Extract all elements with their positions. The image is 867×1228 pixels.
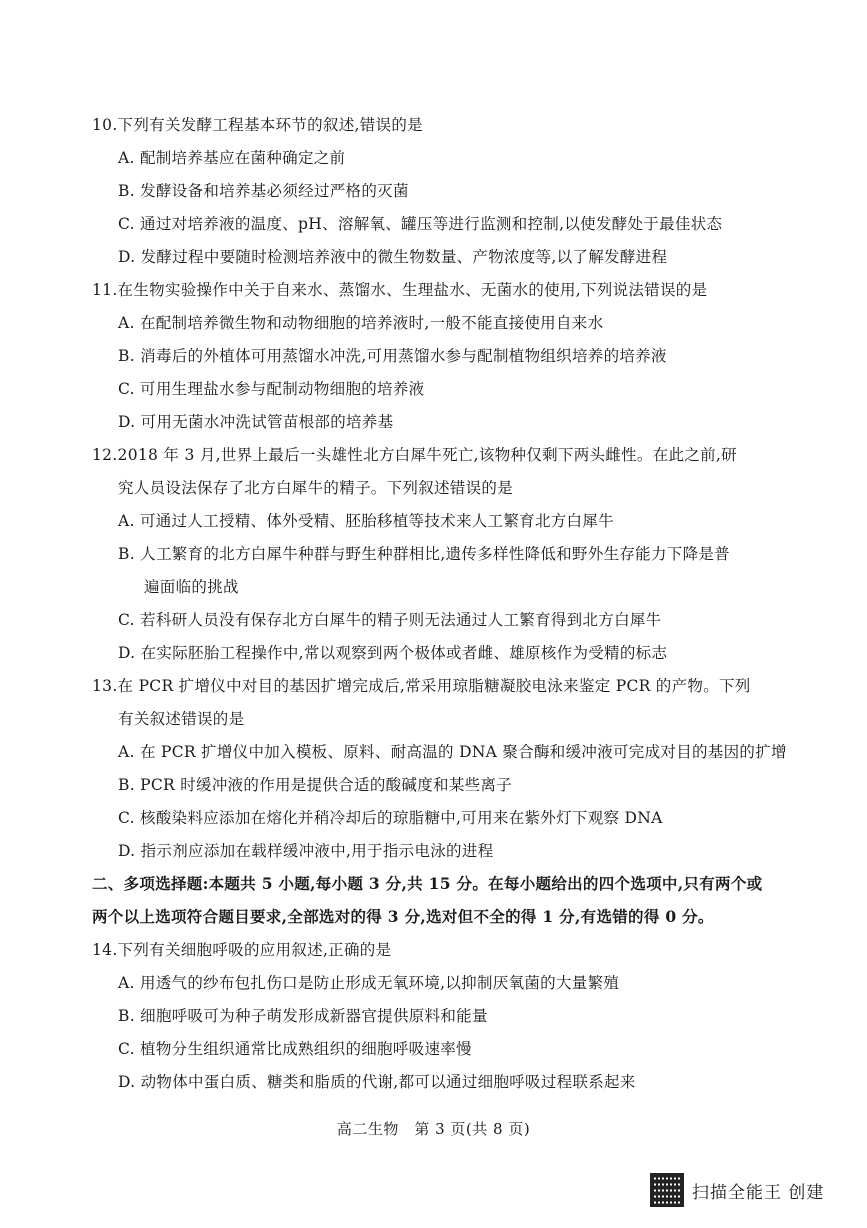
section-2-instructions-continued: 两个以上选项符合题目要求,全部选对的得 3 分,选对但不全的得 1 分,有选错的得 0 分。 (92, 907, 714, 926)
scanner-watermark (650, 1170, 860, 1210)
question-14-option-a: A. 用透气的纱布包扎伤口是防止形成无氧环境,以抑制厌氧菌的大量繁殖 (118, 974, 620, 992)
question-14-option-c: C. 植物分生组织通常比成熟组织的细胞呼吸速率慢 (118, 1040, 472, 1058)
question-11-option-a: A. 在配制培养微生物和动物细胞的培养液时,一般不能直接使用自来水 (118, 314, 604, 332)
question-12-stem: 12.2018 年 3 月,世界上最后一头雄性北方白犀牛死亡,该物种仅剩下两头雌性。在此之前,研 (92, 446, 737, 464)
question-11-option-c: C. 可用生理盐水参与配制动物细胞的培养液 (118, 380, 425, 398)
question-13-stem-continued: 有关叙述错误的是 (118, 710, 245, 728)
question-11-option-b: B. 消毒后的外植体可用蒸馏水冲洗,可用蒸馏水参与配制植物组织培养的培养液 (118, 347, 667, 365)
question-10-option-c: C. 通过对培养液的温度、pH、溶解氧、罐压等进行监测和控制,以使发酵处于最佳状态 (118, 215, 723, 233)
question-12-stem-continued: 究人员设法保存了北方白犀牛的精子。下列叙述错误的是 (118, 479, 514, 497)
question-12-option-b-continued: 遍面临的挑战 (144, 578, 239, 596)
section-2-instructions: 二、多项选择题:本题共 5 小题,每小题 3 分,共 15 分。在每小题给出的四个选项中,只有两个或 (92, 874, 763, 893)
question-13-option-b: B. PCR 时缓冲液的作用是提供合适的酸碱度和某些离子 (118, 776, 513, 794)
question-10-option-a: A. 配制培养基应在菌种确定之前 (118, 149, 346, 167)
question-10-stem: 10.下列有关发酵工程基本环节的叙述,错误的是 (92, 116, 423, 134)
question-12-option-a: A. 可通过人工授精、体外受精、胚胎移植等技术来人工繁育北方白犀牛 (118, 512, 614, 530)
question-10-option-d: D. 发酵过程中要随时检测培养液中的微生物数量、产物浓度等,以了解发酵进程 (118, 248, 668, 266)
question-12-option-d: D. 在实际胚胎工程操作中,常以观察到两个极体或者雌、雄原核作为受精的标志 (118, 644, 668, 662)
question-12-option-c: C. 若科研人员没有保存北方白犀牛的精子则无法通过人工繁育得到北方白犀牛 (118, 611, 662, 629)
question-14-option-d: D. 动物体中蛋白质、糖类和脂质的代谢,都可以通过细胞呼吸过程联系起来 (118, 1073, 636, 1091)
question-13-option-a: A. 在 PCR 扩增仪中加入模板、原料、耐高温的 DNA 聚合酶和缓冲液可完成对目的基因的扩增 (118, 743, 787, 761)
watermark-text: 扫描全能王 创建 (692, 1182, 825, 1203)
question-13-option-d: D. 指示剂应添加在载样缓冲液中,用于指示电泳的进程 (118, 842, 494, 860)
question-11-stem: 11.在生物实验操作中关于自来水、蒸馏水、生理盐水、无菌水的使用,下列说法错误的是 (92, 281, 708, 299)
question-13-stem: 13.在 PCR 扩增仪中对目的基因扩增完成后,常采用琼脂糖凝胶电泳来鉴定 PCR 的产物。下列 (92, 677, 751, 695)
question-13-option-c: C. 核酸染料应添加在熔化并稍冷却后的琼脂糖中,可用来在紫外灯下观察 DNA (118, 809, 663, 827)
qr-code-icon (650, 1173, 684, 1207)
question-11-option-d: D. 可用无菌水冲洗试管苗根部的培养基 (118, 413, 394, 431)
question-14-stem: 14.下列有关细胞呼吸的应用叙述,正确的是 (92, 941, 392, 959)
page-footer: 高二生物 第 3 页(共 8 页) (336, 1120, 531, 1138)
question-10-option-b: B. 发酵设备和培养基必须经过严格的灭菌 (118, 182, 409, 200)
question-14-option-b: B. 细胞呼吸可为种子萌发形成新器官提供原料和能量 (118, 1007, 488, 1025)
question-12-option-b: B. 人工繁育的北方白犀牛种群与野生种群相比,遗传多样性降低和野外生存能力下降是普 (118, 545, 730, 563)
